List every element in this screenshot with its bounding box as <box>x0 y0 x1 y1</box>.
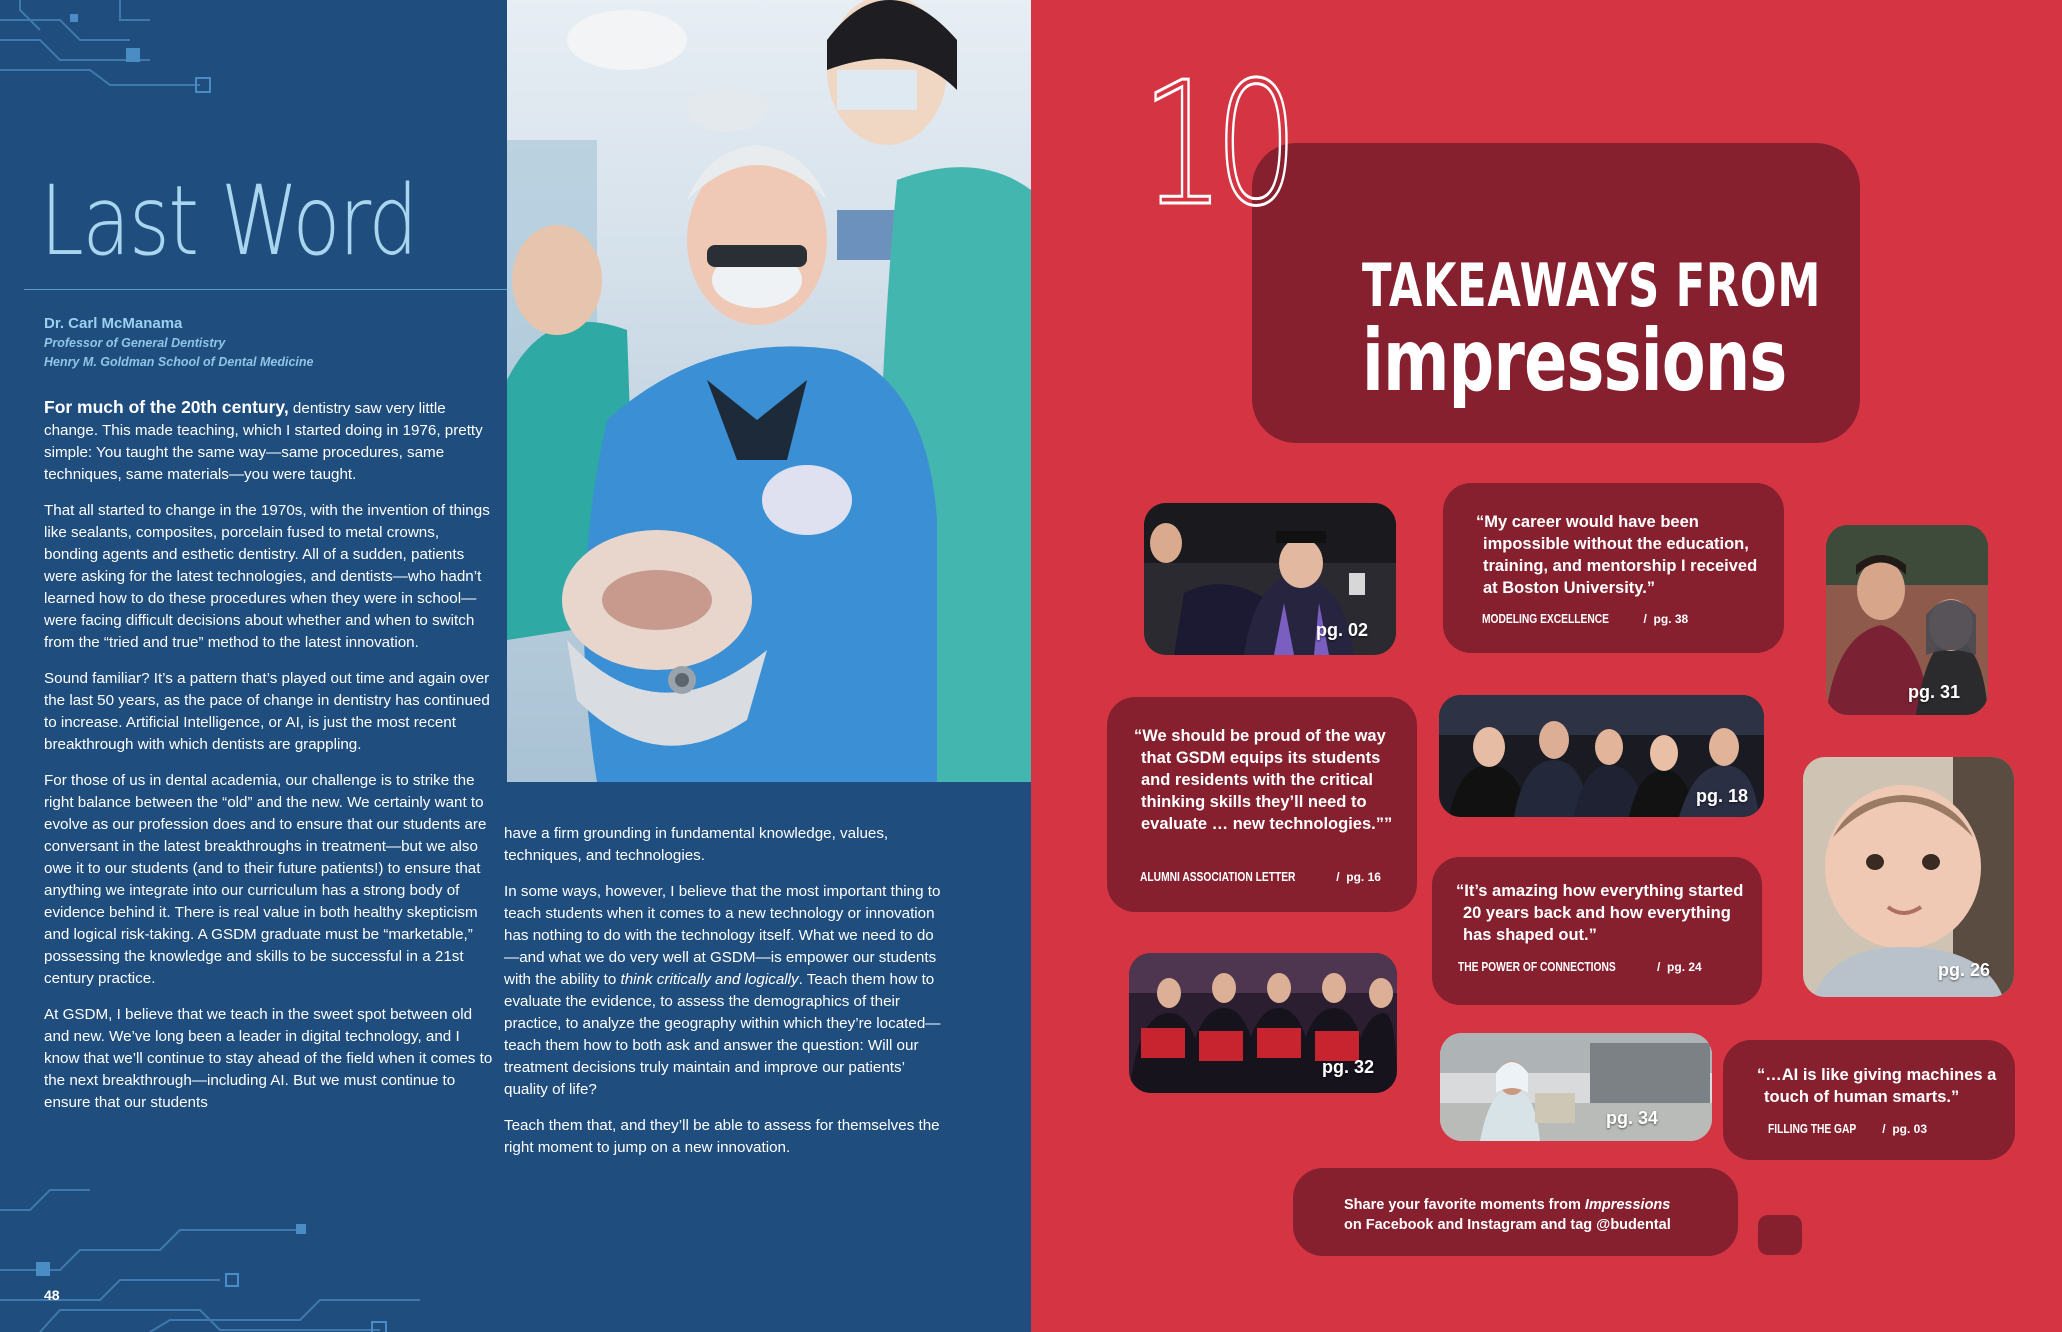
quote-source-3: THE POWER OF CONNECTIONS / pg. 24 <box>1458 960 1702 974</box>
quote-source-4: FILLING THE GAP / pg. 03 <box>1768 1122 1927 1136</box>
paragraph-8: Teach them that, and they’ll be able to assess for themselves the right moment to jump on a new innovation. <box>504 1117 940 1156</box>
quote-source-1-page: pg. 38 <box>1653 612 1689 626</box>
quote-source-3-tag: THE POWER OF CONNECTIONS <box>1458 960 1616 974</box>
paragraph-3: Sound familiar? It’s a pattern that’s played out time and again over the last 50 years, as the pace of change in dentistry has continued to increase. Artificial Intelligence, or AI, is just the most recent breakthrough with which dentists are grappling. <box>44 670 490 753</box>
paragraph-6: have a firm grounding in fundamental knowledge, values, techniques, and technologies. <box>504 825 889 864</box>
circuit-decoration-bottom-icon <box>0 1150 470 1332</box>
lead-in: For much of the 20th century, <box>44 397 289 417</box>
quote-source-2: ALUMNI ASSOCIATION LETTER / pg. 16 <box>1140 870 1381 884</box>
quote-text-4: “…AI is like giving machines a touch of human smarts.” <box>1757 1066 1997 1106</box>
share-text-a: Share your favorite moments from <box>1344 1197 1585 1213</box>
quote-source-2-page: pg. 16 <box>1346 870 1381 884</box>
share-text-em: Impressions <box>1584 1197 1671 1213</box>
dentist-photo <box>507 0 1031 782</box>
pg-label-31: pg. 31 <box>1908 682 1961 702</box>
paragraph-1-text: dentistry saw very little change. This made teaching, which I started doing in 1976, pretty simple: You taught the same way—same procedures, same techniques, same materials—you were taught. <box>44 400 483 483</box>
big-number: 10 <box>1141 46 1288 244</box>
heading-line-1: TAKEAWAYS FROM <box>1362 251 1822 321</box>
page-title: Last Word <box>40 165 417 277</box>
title-divider <box>24 289 507 290</box>
quote-text-2: “We should be proud of the way that GSDM equips its students and residents with the critical thinking skills they’ll need to evaluate … new technologies.”” <box>1134 727 1393 833</box>
paragraph-2: That all started to change in the 1970s, with the invention of things like sealants, composites, porcelain fused to metal crowns, bonding agents and esthetic dentistry. All of a sudden, patients were asking for the latest technologies, and dentists—who hadn’t learned how to do these procedures when they were in school—were facing difficult decisions about whether and when to switch from the “tried and true” method to the latest innovation. <box>44 502 490 651</box>
photo-bubble-pg34 <box>1440 1033 1712 1141</box>
article-column-2 <box>504 823 944 1173</box>
author-block <box>44 314 313 372</box>
article-column-1 <box>44 396 496 1128</box>
share-text <box>1344 1195 1671 1235</box>
pg-label-02: pg. 02 <box>1316 620 1369 640</box>
quote-source-1: MODELING EXCELLENCE / pg. 38 <box>1482 612 1689 626</box>
quote-source-3-page: pg. 24 <box>1667 960 1702 974</box>
quote-text-1: “My career would have been impossible without the education, training, and mentorship I received at Boston University.” <box>1476 513 1758 597</box>
quote-text-3: “It’s amazing how everything started 20 years back and how everything has shaped out.” <box>1456 882 1744 944</box>
pg-label-32: pg. 32 <box>1322 1057 1375 1077</box>
quote-source-1-tag: MODELING EXCELLENCE <box>1482 612 1609 626</box>
author-name: Dr. Carl McManama <box>44 315 183 332</box>
page-number: 48 <box>44 1287 60 1303</box>
pg-label-26: pg. 26 <box>1938 960 1991 980</box>
author-role: Professor of General Dentistry <box>44 336 226 350</box>
photo-bubble-pg31 <box>1826 525 1988 715</box>
paragraph-7 <box>504 881 944 1101</box>
pg-label-18: pg. 18 <box>1696 786 1749 806</box>
quote-source-4-page: pg. 03 <box>1892 1122 1927 1136</box>
paragraph-7-text-b: . Teach them how to evaluate the evidence, to assess the demographics of their practice, to analyze the geography within which they’re located—teach them how to both ask and answer the question: Will our treatment decisions truly maintain and improve our patients’ quality of life? <box>504 971 941 1098</box>
small-square-bubble <box>1758 1215 1802 1255</box>
heading-line-2: impressions <box>1362 311 1787 411</box>
quote-source-4-tag: FILLING THE GAP <box>1768 1122 1857 1136</box>
author-school: Henry M. Goldman School of Dental Medicine <box>44 355 314 369</box>
circuit-decoration-top-icon <box>0 0 240 110</box>
paragraph-4: For those of us in dental academia, our challenge is to strike the right balance between the “old” and the new. We certainly want to evolve as our profession does and to ensure that our students are conversant in the latest breakthroughs in treatment—but we also owe it to our students (and to their future patients!) to ensure that anything we integrate into our curriculum has a strong body of evidence behind it. There is real value in both healthy skepticism and logical risk-taking. A GSDM graduate must be “marketable,” possessing the knowledge and skills to be successful in a 21st century practice. <box>44 772 487 987</box>
paragraph-5: At GSDM, I believe that we teach in the sweet spot between old and new. We’ve long been a leader in digital technology, and I know that we’ll continue to stay ahead of the field when it comes to the next breakthrough—including AI. But we must continue to ensure that our students <box>44 1006 493 1111</box>
paragraph-1 <box>44 396 496 486</box>
quote-source-2-tag: ALUMNI ASSOCIATION LETTER <box>1140 870 1296 884</box>
paragraph-7-text-a: In some ways, however, I believe that the most important thing to teach students when it comes to a new technology or innovation has nothing to do with the technology itself. What we need to do—and what we do very well at GSDM—is empower our students with the ability to <box>504 883 941 988</box>
share-text-b: on Facebook and Instagram and tag @budental <box>1344 1217 1671 1233</box>
emphasis: think critically and logically <box>620 971 799 988</box>
pg-label-34: pg. 34 <box>1606 1108 1659 1128</box>
